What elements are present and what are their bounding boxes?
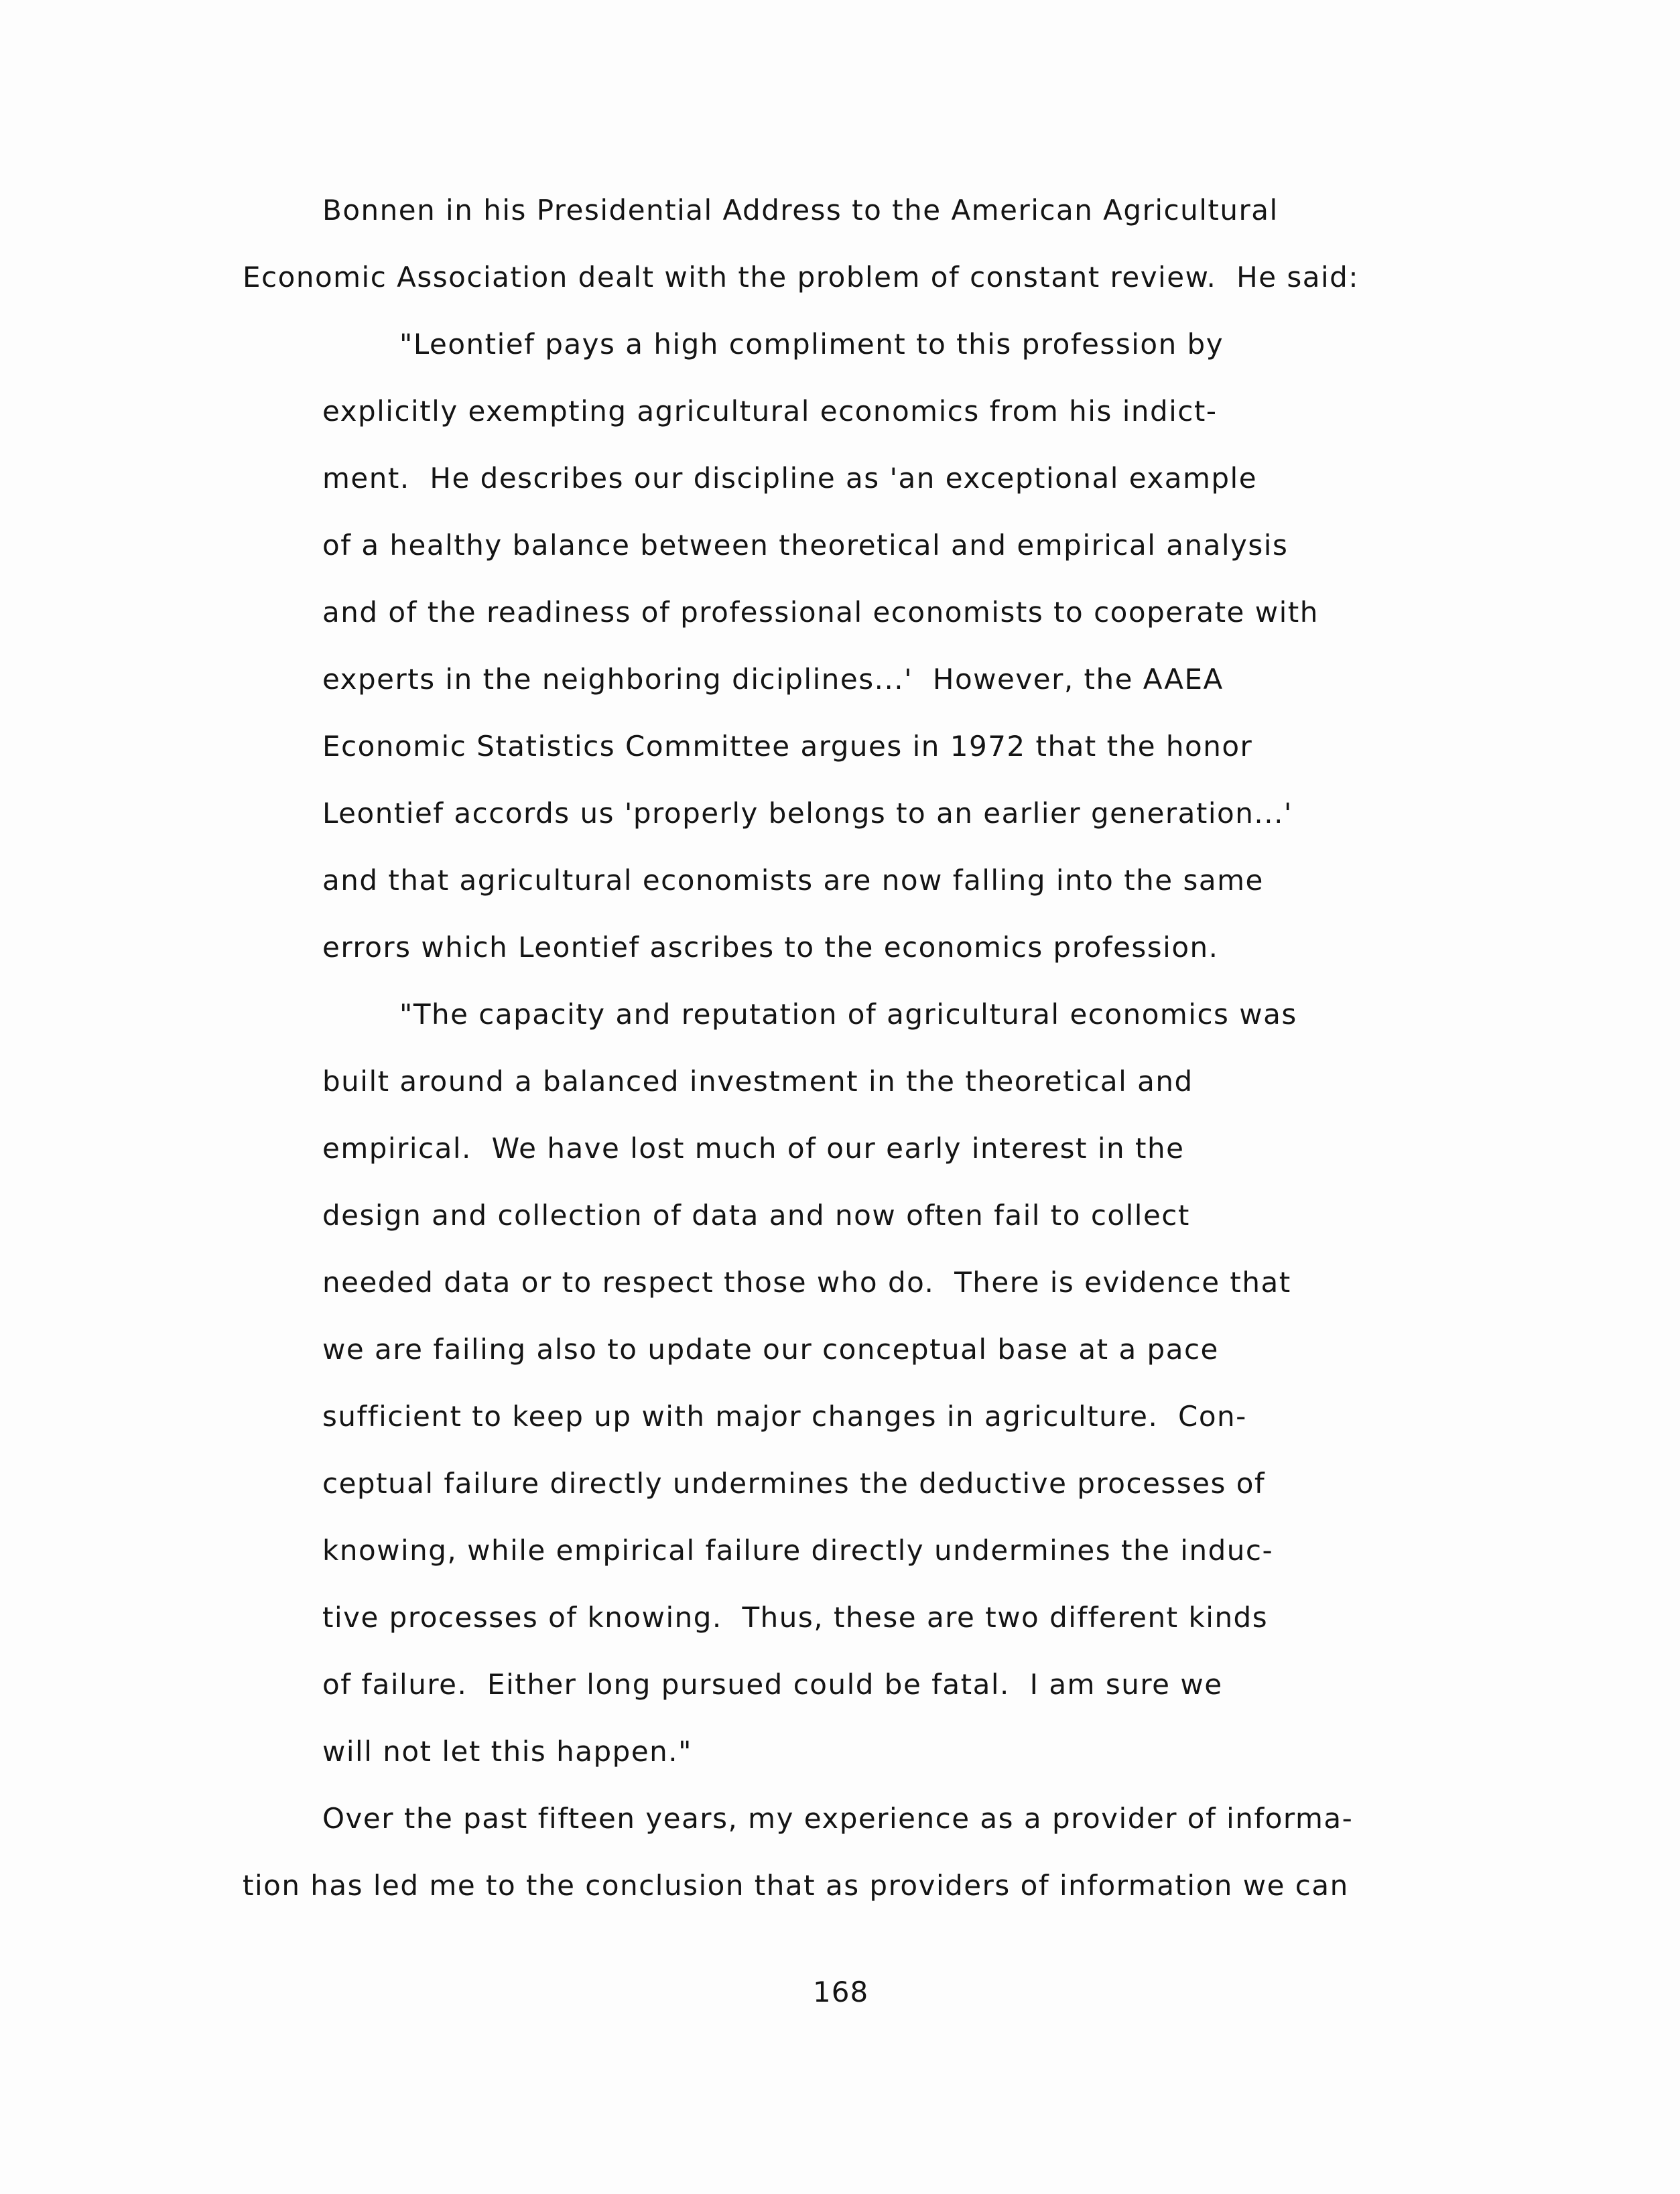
text-line: empirical. We have lost much of our early interest in the	[322, 1132, 1185, 1165]
text-line: and that agricultural economists are now falling into the same	[322, 864, 1264, 897]
text-line: ment. He describes our discipline as 'an exceptional example	[322, 462, 1258, 495]
text-line: built around a balanced investment in the theoretical and	[322, 1065, 1193, 1098]
text-line: "Leontief pays a high compliment to this profession by	[399, 328, 1224, 361]
text-line: knowing, while empirical failure directly undermines the induc-	[322, 1534, 1274, 1567]
text-line: Economic Statistics Committee argues in 1972 that the honor	[322, 730, 1253, 763]
text-line: Leontief accords us 'properly belongs to an earlier generation...'	[322, 797, 1293, 830]
text-line: experts in the neighboring diciplines...' However, the AAEA	[322, 663, 1224, 696]
page-number: 168	[813, 1976, 869, 2008]
text-line: and of the readiness of professional economists to cooperate with	[322, 596, 1319, 629]
text-line: tion has led me to the conclusion that as providers of information we can	[243, 1869, 1349, 1902]
text-line: we are failing also to update our conceptual base at a pace	[322, 1333, 1219, 1366]
text-line: Over the past fifteen years, my experience as a provider of informa-	[322, 1802, 1354, 1835]
text-line: tive processes of knowing. Thus, these are two different kinds	[322, 1601, 1269, 1634]
text-line: needed data or to respect those who do. There is evidence that	[322, 1266, 1291, 1299]
text-line: of failure. Either long pursued could be fatal. I am sure we	[322, 1668, 1223, 1701]
text-line: errors which Leontief ascribes to the economics profession.	[322, 931, 1219, 964]
text-line: Economic Association dealt with the problem of constant review. He said:	[243, 261, 1359, 294]
text-line: sufficient to keep up with major changes in agriculture. Con-	[322, 1400, 1247, 1433]
text-line: "The capacity and reputation of agricultural economics was	[399, 998, 1297, 1031]
text-line: ceptual failure directly undermines the deductive processes of	[322, 1467, 1266, 1500]
text-line: design and collection of data and now often fail to collect	[322, 1199, 1190, 1232]
text-line: of a healthy balance between theoretical and empirical analysis	[322, 529, 1289, 562]
text-line: Bonnen in his Presidential Address to the American Agricultural	[322, 194, 1279, 227]
text-line: explicitly exempting agricultural economics from his indict-	[322, 395, 1218, 428]
text-line: will not let this happen."	[322, 1735, 692, 1768]
